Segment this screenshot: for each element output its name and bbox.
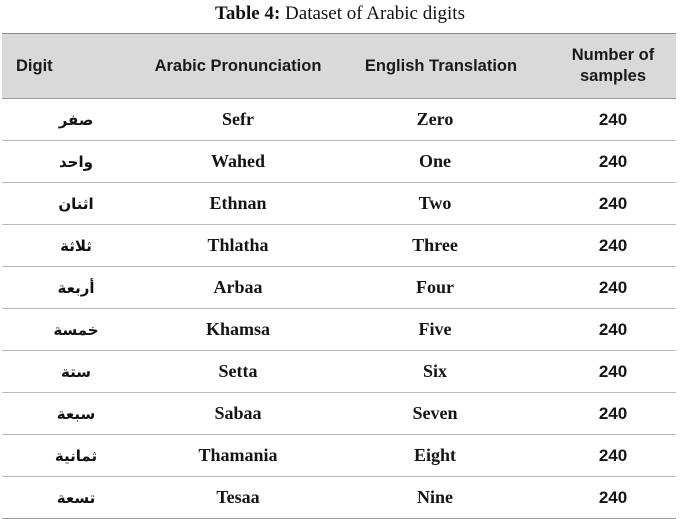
table-row <box>2 477 676 519</box>
cell-samples: 240 <box>598 235 628 255</box>
cell-digit: أربعة <box>57 278 95 297</box>
table-row <box>2 99 676 141</box>
cell-samples: 240 <box>598 109 628 129</box>
cell-translation: Eight <box>413 445 456 465</box>
table-row <box>2 351 676 393</box>
table-row <box>2 141 676 183</box>
table-row <box>2 267 676 309</box>
cell-samples: 240 <box>598 151 628 171</box>
cell-digit: ثمانية <box>54 446 98 465</box>
cell-translation: Two <box>418 193 452 213</box>
table-row <box>2 435 676 477</box>
table-row <box>2 225 676 267</box>
cell-digit: ستة <box>61 362 91 381</box>
cell-digit: صفر <box>58 110 94 129</box>
cell-digit: خمسة <box>53 320 99 339</box>
cell-samples: 240 <box>598 277 628 297</box>
table-caption <box>0 2 680 26</box>
header-samples: Number of samples <box>571 46 655 85</box>
cell-pronunciation: Sefr <box>222 109 254 129</box>
cell-translation: One <box>418 151 451 171</box>
caption-label: Table 4: <box>215 3 281 24</box>
cell-samples: 240 <box>598 361 628 381</box>
cell-digit: اثنان <box>58 194 94 213</box>
cell-pronunciation: Arbaa <box>213 277 263 297</box>
cell-samples: 240 <box>598 319 628 339</box>
cell-digit: واحد <box>59 152 93 171</box>
cell-translation: Four <box>416 277 454 297</box>
cell-translation: Three <box>412 235 458 255</box>
cell-digit: سبعة <box>56 404 96 423</box>
cell-translation: Zero <box>416 109 454 129</box>
cell-pronunciation: Thlatha <box>207 235 269 255</box>
cell-pronunciation: Setta <box>218 361 258 381</box>
cell-samples: 240 <box>598 445 628 465</box>
table-body <box>2 99 676 519</box>
table-header-row <box>2 34 676 99</box>
cell-pronunciation: Tesaa <box>216 487 260 507</box>
cell-samples: 240 <box>598 487 628 507</box>
cell-translation: Six <box>422 361 447 381</box>
header-pronunciation: Arabic Pronunciation <box>154 56 322 75</box>
cell-digit: ثلاثة <box>60 236 92 255</box>
table-row <box>2 393 676 435</box>
table-row <box>2 183 676 225</box>
cell-samples: 240 <box>598 193 628 213</box>
cell-pronunciation: Sabaa <box>214 403 262 423</box>
cell-translation: Five <box>418 319 452 339</box>
cell-digit: تسعة <box>56 488 96 507</box>
cell-translation: Seven <box>412 403 458 423</box>
cell-translation: Nine <box>417 487 453 507</box>
cell-pronunciation: Thamania <box>198 445 278 465</box>
data-table <box>2 33 676 519</box>
cell-samples: 240 <box>598 403 628 423</box>
table-row <box>2 309 676 351</box>
cell-pronunciation: Ethnan <box>209 193 267 213</box>
caption-text: Dataset of Arabic digits <box>285 3 465 24</box>
header-digit: Digit <box>16 56 53 75</box>
header-translation: English Translation <box>364 56 518 75</box>
cell-pronunciation: Khamsa <box>205 319 270 339</box>
cell-pronunciation: Wahed <box>210 151 266 171</box>
